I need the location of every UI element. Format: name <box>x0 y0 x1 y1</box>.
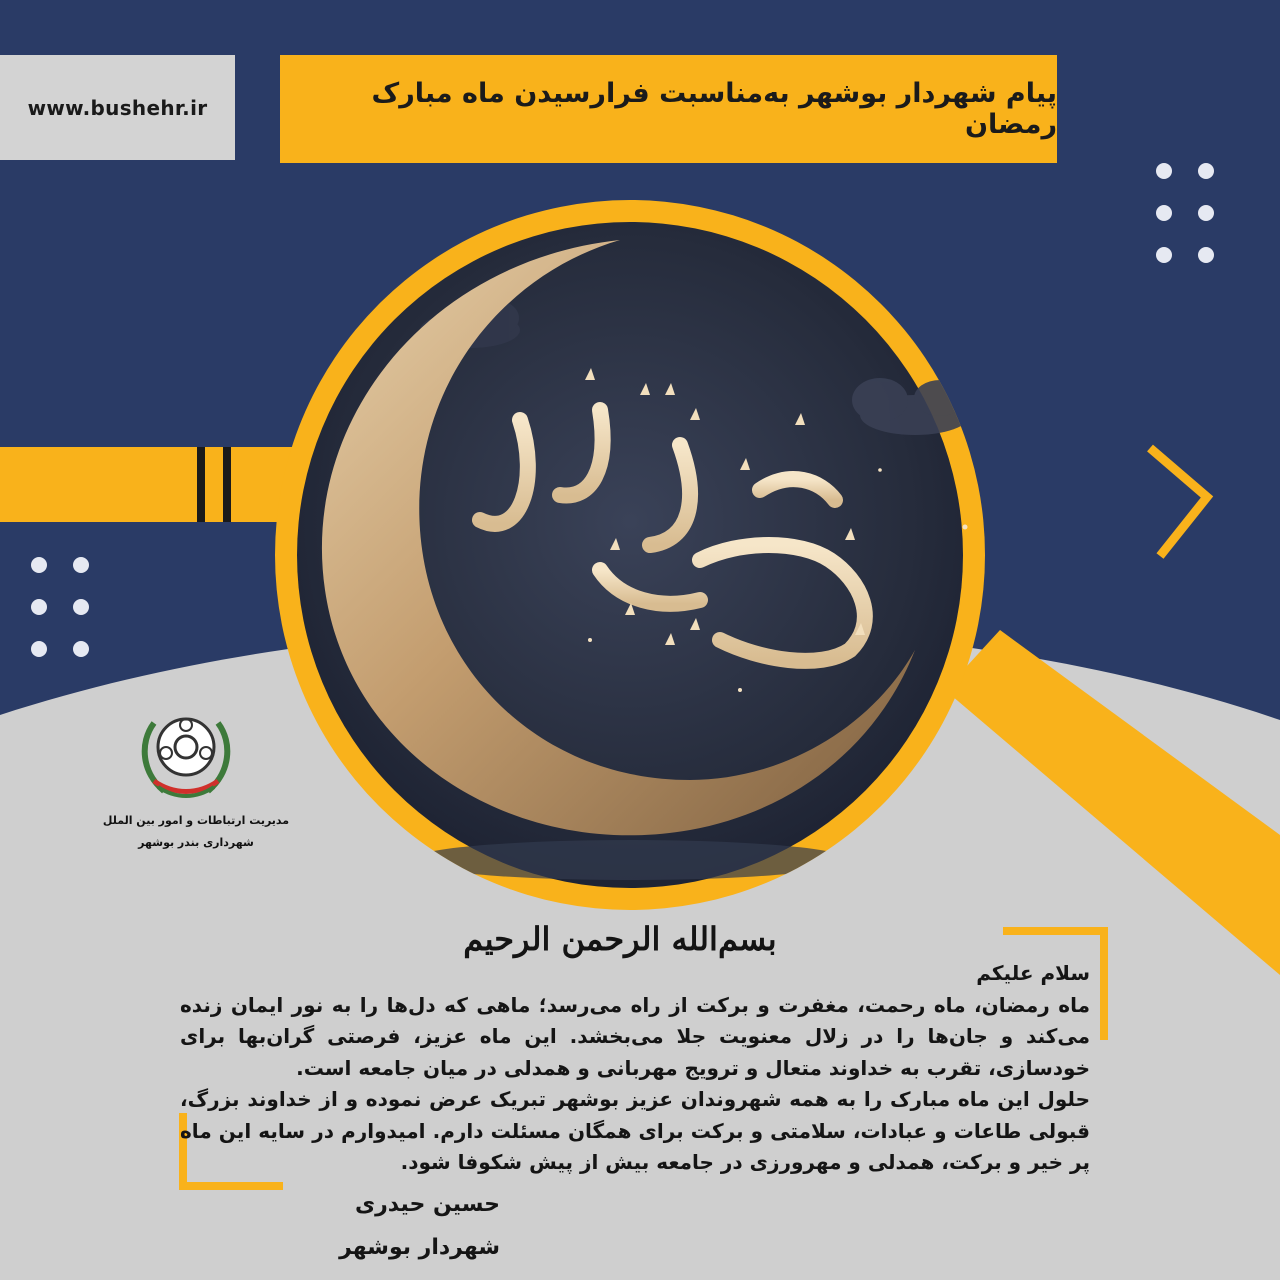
greeting: سلام علیکم <box>976 961 1090 985</box>
organization-label <box>96 810 296 854</box>
yellow-bar-left <box>0 447 310 522</box>
floor-glow <box>410 840 850 880</box>
website-url[interactable]: www.bushehr.ir <box>27 95 208 120</box>
signature <box>300 1183 500 1269</box>
bar-stripe-1 <box>197 447 205 522</box>
dot-grid-icon <box>31 557 89 657</box>
website-box <box>0 55 235 160</box>
municipality-emblem-icon <box>134 703 238 803</box>
organization-line-2: شهرداری بندر بوشهر <box>138 836 254 849</box>
message-body <box>180 958 1090 1179</box>
message-paragraph-1: ماه رمضان، ماه رحمت، مغفرت و برکت از راه می‌رسد؛ ماهی که دل‌ها را به نور ایمان زنده می‌کند و جان‌ها را در زلال معنویت جلا می‌بخشد. این ماه عزیز، فرصتی گران‌بها برای خودسازی، تقرب به خداوند متعال و ترویج مهربانی و همدلی در میان جامعه است. <box>180 992 1090 1080</box>
organization-line-1: مدیریت ارتباطات و امور بین الملل <box>102 814 290 827</box>
signature-name: حسین حیدری <box>354 1192 500 1217</box>
header-banner <box>280 55 1057 163</box>
bar-stripe-2 <box>223 447 231 522</box>
signature-title: شهردار بوشهر <box>339 1235 500 1260</box>
chevron-right-icon <box>1150 448 1207 556</box>
page-title: پیام شهردار بوشهر به‌مناسبت فرارسیدن ماه مبارک رمضان <box>371 78 1057 140</box>
basmala-heading: بسم‌الله الرحمن الرحیم <box>463 920 777 958</box>
dot-grid-icon <box>1156 163 1214 263</box>
message-paragraph-2: حلول این ماه مبارک را به همه شهروندان عزیز بوشهر تبریک عرض نموده و از خداوند بزرگ، قبولی طاعات و عبادات، سلامتی و برکت برای همگان مسئلت دارم. امیدوارم در سایه این ماه پر خیر و برکت، همدلی و مهرورزی در جامعه بیش از پیش شکوفا شود. <box>180 1087 1090 1174</box>
